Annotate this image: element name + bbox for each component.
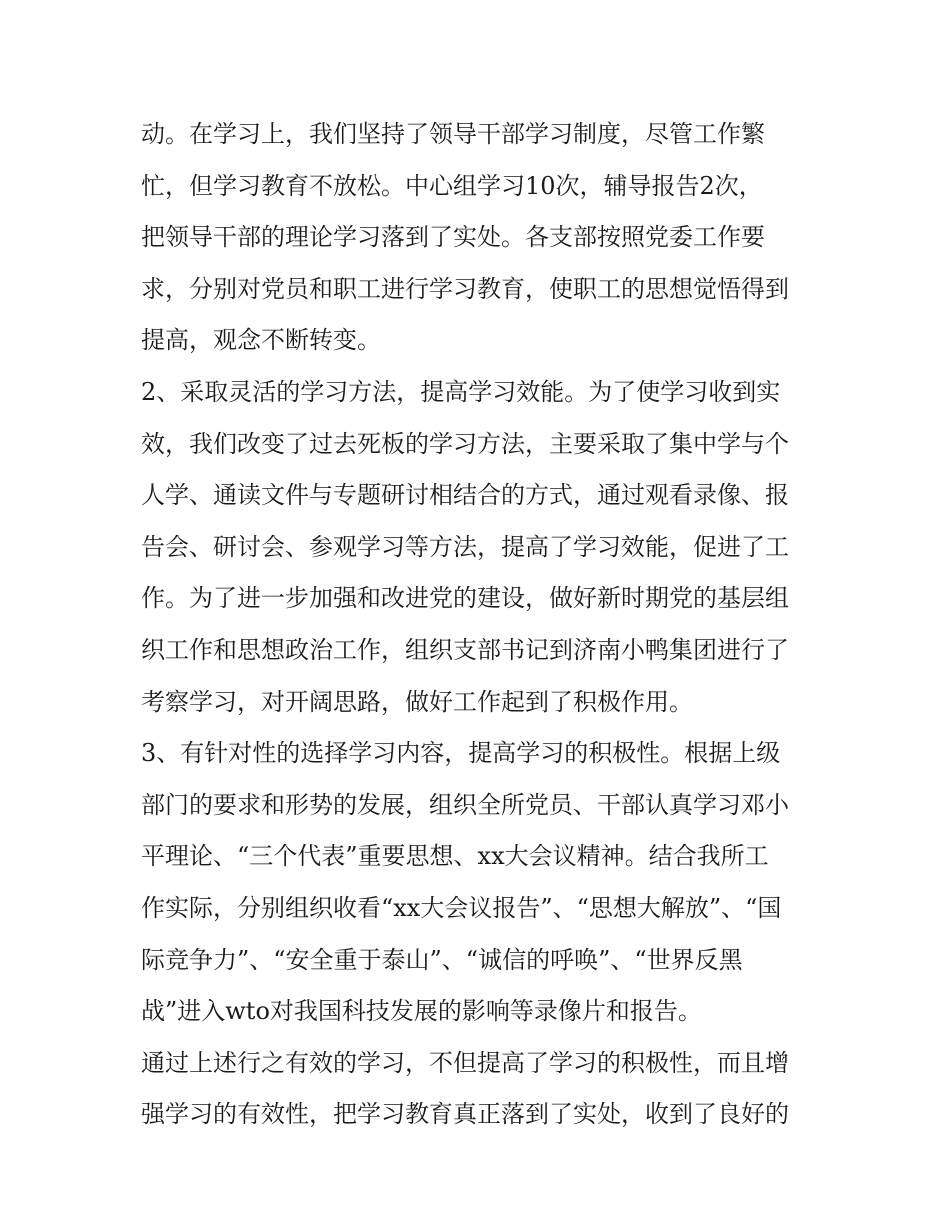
text-line: 作实际，分别组织收看“xx大会议报告”、“思想大解放”、“国 xyxy=(141,893,782,922)
text-line: 通过上述行之有效的学习，不但提高了学习的积极性，而且增 xyxy=(141,1048,789,1077)
text-line: 求，分别对党员和职工进行学习教育，使职工的思想觉悟得到 xyxy=(141,274,789,303)
text-line: 作。为了进一步加强和改进党的建设，做好新时期党的基层组 xyxy=(141,584,789,613)
text-line: 平理论、“三个代表”重要思想、xx大会议精神。结合我所工 xyxy=(141,842,769,871)
text-line: 2、采取灵活的学习方法，提高学习效能。为了使学习收到实 xyxy=(141,377,781,406)
text-line: 效，我们改变了过去死板的学习方法，主要采取了集中学与个 xyxy=(141,429,789,458)
text-line: 3、有针对性的选择学习内容，提高学习的积极性。根据上级 xyxy=(141,739,781,768)
text-line: 强学习的有效性，把学习教育真正落到了实处，收到了良好的 xyxy=(141,1100,789,1129)
text-line: 动。在学习上，我们坚持了领导干部学习制度，尽管工作繁 xyxy=(141,120,765,148)
text-line: 告会、研讨会、参观学习等方法，提高了学习效能，促进了工 xyxy=(141,532,789,561)
text-line: 际竞争力”、“安全重于泰山”、“诚信的呼唤”、“世界反黑 xyxy=(141,945,743,974)
text-line: 考察学习，对开阔思路，做好工作起到了积极作用。 xyxy=(141,687,693,716)
text-line: 部门的要求和形势的发展，组织全所党员、干部认真学习邓小 xyxy=(141,790,789,819)
text-line: 忙，但学习教育不放松。中心组学习10次，辅导报告2次， xyxy=(141,171,763,200)
text-line: 战”进入wto对我国科技发展的影响等录像片和报告。 xyxy=(141,997,702,1026)
text-line: 提高，观念不断转变。 xyxy=(141,326,381,355)
text-line: 人学、通读文件与专题研讨相结合的方式，通过观看录像、报 xyxy=(141,481,789,510)
text-line: 把领导干部的理论学习落到了实处。各支部按照党委工作要 xyxy=(141,223,765,252)
text-line: 织工作和思想政治工作，组织支部书记到济南小鸭集团进行了 xyxy=(141,635,789,664)
document-body xyxy=(141,109,821,1141)
